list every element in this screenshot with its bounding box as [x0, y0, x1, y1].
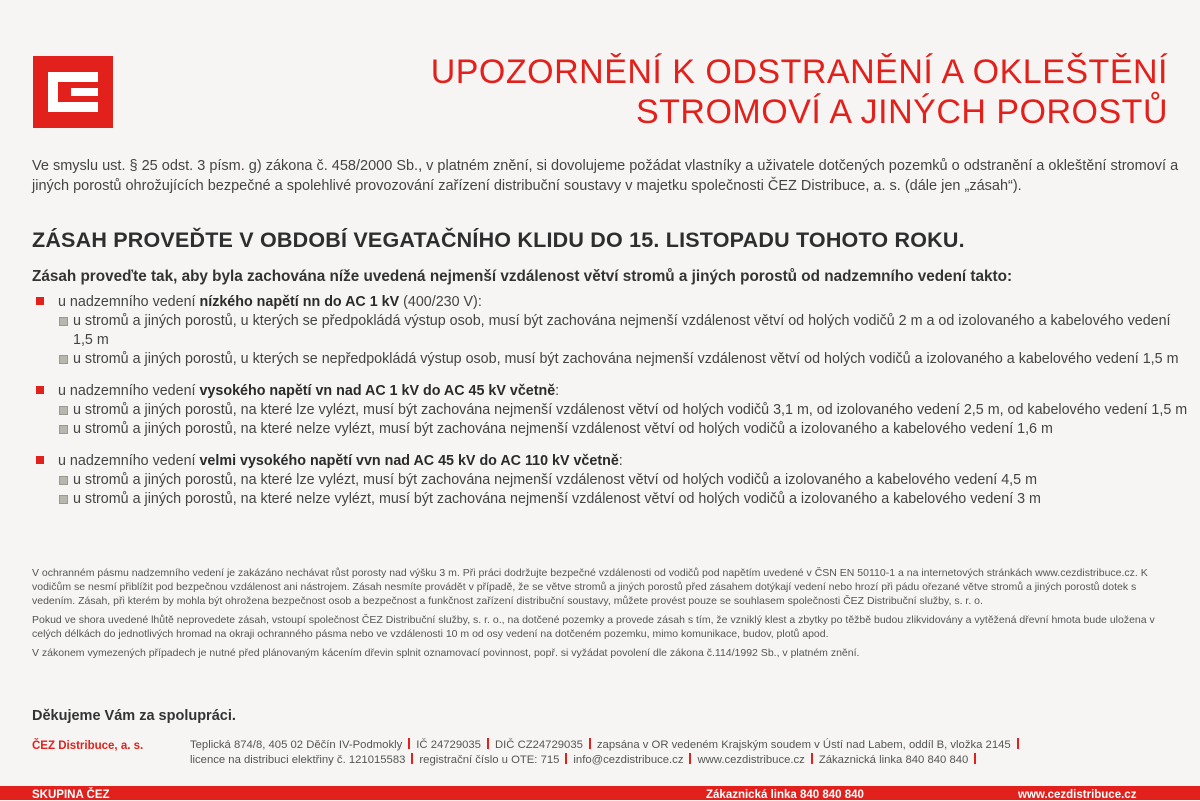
footer-bar [0, 786, 1200, 800]
section-post: : [618, 453, 623, 469]
grey-bullet-icon [59, 317, 68, 326]
separator [974, 753, 976, 764]
fine-print-paragraph: Pokud ve shora uvedené lhůtě neprovedete zásah, vstoupí společnost ČEZ Distribuční služby, s. r. o., na dotčené pozemky a provede zásah s tím, že vzniklý klest a zbytky po těžbě budou zlikvidovány a vytěžená dřevní hmota bude uložena v celých délkách do jednotlivých hromad na okraji ochranného pásma nebo ve vzdálenosti 10 m od osy vedení na dotčeném pozemku, mimo komunikace, budov, plotů apod. [32, 614, 1155, 640]
separator [408, 738, 410, 749]
section-voltage: velmi vysokého napětí vvn nad AC 45 kV do AC 110 kV včetně [199, 453, 619, 469]
intro-paragraph: Ve smyslu ust. § 25 odst. 3 písm. g) zákona č. 458/2000 Sb., v platném znění, si dovolujeme požádat vlastníky a uživatele dotčených pozemků o odstranění a okleštění stromoví a jiných porostů ohrožujících bezpečné a spolehlivé provozování zařízení distribuční soustavy v majetku společnosti ČEZ Distribuce, a. s. (dále jen „zásah“). [32, 158, 1179, 194]
section-post: (400/230 V): [399, 294, 482, 310]
section-post: : [555, 383, 560, 399]
list-item-text: u stromů a jiných porostů, u kterých se předpokládá výstup osob, musí být zachována nejmenší vzdálenost větví od holých vodičů 2 m a od izolovaného a kabelového vedení 1,5 m [73, 313, 1171, 348]
list-item [32, 420, 1192, 439]
footer-group: SKUPINA ČEZ [32, 789, 110, 801]
address-street: Teplická 874/8, 405 02 Děčín IV-Podmokly [190, 739, 403, 751]
section-heading [32, 292, 1192, 312]
page-title [268, 52, 1168, 132]
separator [1017, 738, 1019, 749]
voltage-sections [32, 292, 1192, 521]
company-id: IČ 24729035 [416, 739, 481, 751]
fine-print [32, 566, 1182, 665]
red-bullet-icon [36, 386, 44, 394]
address-line-1 [190, 738, 1180, 753]
vat-id: DIČ CZ24729035 [494, 739, 583, 751]
address-line-2 [190, 753, 1180, 768]
list-item-text: u stromů a jiných porostů, na které lze vylézt, musí být zachována nejmenší vzdálenost větví od holých vodičů a izolovaného a kabelového vedení 4,5 m [73, 472, 1037, 488]
section-very-high-voltage [32, 451, 1192, 509]
distance-subheading: Zásah proveďte tak, aby byla zachována níže uvedená nejmenší vzdálenost větví stromů a jiných porostů od nadzemního vedení takto: [32, 268, 1013, 285]
cez-logo-mark [33, 56, 113, 128]
grey-bullet-icon [59, 495, 68, 504]
section-pre: u nadzemního vedení [58, 294, 200, 310]
email-link[interactable]: info@cezdistribuce.cz [573, 754, 684, 766]
red-bullet-icon [36, 297, 44, 305]
thanks-text: Děkujeme Vám za spolupráci. [32, 708, 236, 724]
registration-note: zapsána v OR vedeném Krajským soudem v Ústí nad Labem, oddíl B, vložka 2145 [596, 739, 1011, 751]
title-line-1: UPOZORNĚNÍ K ODSTRANĚNÍ A OKLEŠTĚNÍ [430, 53, 1168, 91]
grey-bullet-icon [59, 406, 68, 415]
section-heading [32, 381, 1192, 401]
list-item [32, 401, 1192, 420]
list-item [32, 471, 1192, 490]
section-low-voltage [32, 292, 1192, 369]
fine-print-paragraph: V ochranném pásmu nadzemního vedení je zakázáno nechávat růst porosty nad výšku 3 m. Při práci dodržujte bezpečné vzdálenosti od vodičů pod napětím uvedené v ČSN EN 50110-1 a na internetových stránkách www.cezdistribuce.cz. K vodičům se nesmí přiblížit pod bezpečnou vzdálenost ani nástrojem. Zásah nesmíte provádět v případě, že se větve stromů a jiných porostů před zásahem dotýkají vedení nebo hrozí při pádu ořezané větve stromů a jiných porostů dotek s vedením. Zásah, při kterém by mohla být ohrožena bezpečnost osob a bezpečnost a funkčnost zařízení distribuční soustavy, můžete provést pouze se souhlasem společnosti ČEZ Distribuční služby, s. r. o. [32, 567, 1148, 607]
footer-web-link[interactable]: www.cezdistribuce.cz [1018, 789, 1137, 801]
website-link[interactable]: www.cezdistribuce.cz [697, 754, 805, 766]
hotline-text: Zákaznická linka 840 840 840 [818, 754, 969, 766]
grey-bullet-icon [59, 425, 68, 434]
section-high-voltage [32, 381, 1192, 439]
section-heading [32, 451, 1192, 471]
grey-bullet-icon [59, 355, 68, 364]
red-bullet-icon [36, 456, 44, 464]
list-item-text: u stromů a jiných porostů, u kterých se nepředpokládá výstup osob, musí být zachována nejmenší vzdálenost větví od holých vodičů a izolovaného a kabelového vedení 1,5 m [73, 351, 1179, 367]
footer-hotline: Zákaznická linka 840 840 840 [706, 789, 864, 801]
grey-bullet-icon [59, 476, 68, 485]
list-item-text: u stromů a jiných porostů, na které lze vylézt, musí být zachována nejmenší vzdálenost větví od holých vodičů 3,1 m, od izolovaného vedení 2,5 m, od kabelového vedení 1,5 m [73, 402, 1188, 418]
company-name: ČEZ Distribuce, a. s. [32, 740, 144, 752]
separator [487, 738, 489, 749]
section-voltage: nízkého napětí nn do AC 1 kV [199, 294, 400, 310]
company-address [190, 738, 1180, 768]
fine-print-paragraph: V zákonem vymezených případech je nutné před plánovaným kácením dřevin splnit oznamovací povinnost, popř. si vyžádat povolení dle zákona č.114/1992 Sb., v platném znění. [32, 647, 860, 659]
separator [411, 753, 413, 764]
list-item-text: u stromů a jiných porostů, na které nelze vylézt, musí být zachována nejmenší vzdálenost větví od holých vodičů a izolovaného a kabelového vedení 3 m [73, 491, 1041, 507]
separator [811, 753, 813, 764]
license-number: licence na distribuci elektřiny č. 121015583 [190, 754, 406, 766]
section-voltage: vysokého napětí vn nad AC 1 kV do AC 45 kV včetně [199, 383, 556, 399]
list-item-text: u stromů a jiných porostů, na které nelze vylézt, musí být zachována nejmenší vzdálenost větví od holých vodičů a izolovaného a kabelového vedení 1,6 m [73, 421, 1053, 437]
cez-logo [33, 56, 113, 128]
separator [689, 753, 691, 764]
list-item [32, 350, 1192, 369]
section-pre: u nadzemního vedení [58, 383, 200, 399]
list-item [32, 312, 1192, 350]
section-pre: u nadzemního vedení [58, 453, 200, 469]
separator [565, 753, 567, 764]
list-item [32, 490, 1192, 509]
separator [589, 738, 591, 749]
ote-registration: registrační číslo u OTE: 715 [419, 754, 560, 766]
title-line-2: STROMOVÍ A JINÝCH POROSTŮ [635, 93, 1168, 131]
deadline-headline: ZÁSAH PROVEĎTE V OBDOBÍ VEGATAČNÍHO KLIDU DO 15. LISTOPADU TOHOTO ROKU. [32, 228, 965, 252]
